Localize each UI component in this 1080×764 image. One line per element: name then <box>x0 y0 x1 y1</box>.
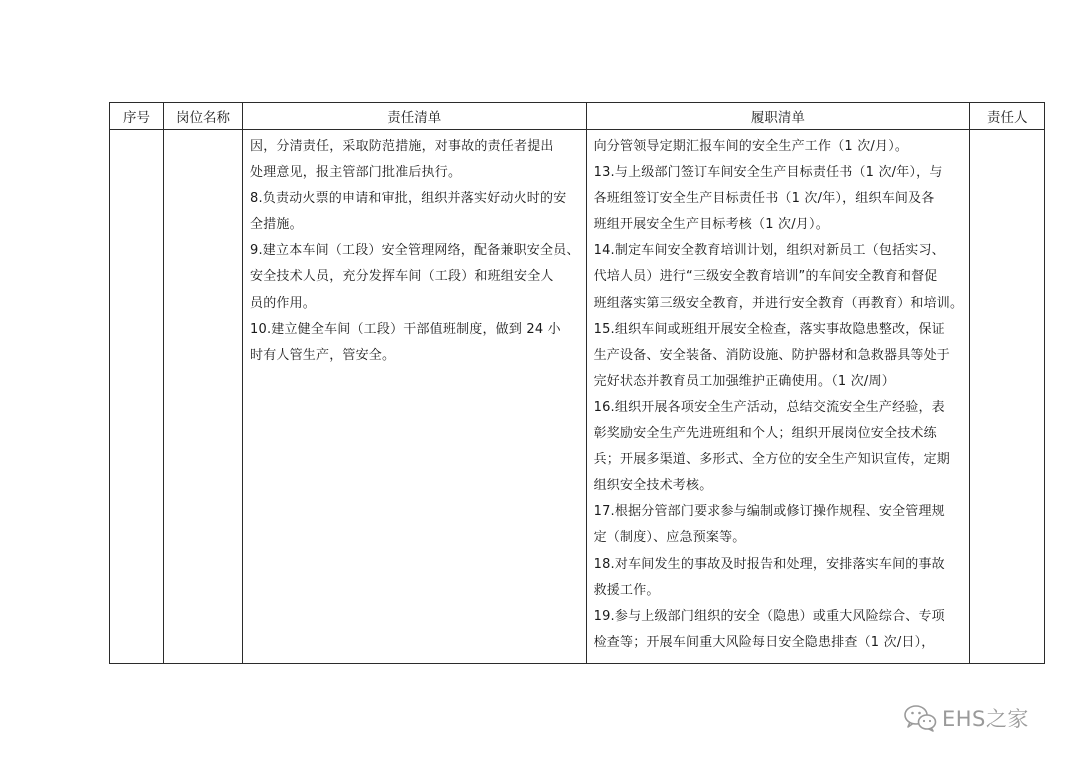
perform-line: 15.组织车间或班组开展安全检查，落实事故隐患整改，保证 <box>593 321 945 337</box>
perform-line: 组织安全技术考核。 <box>593 478 713 494</box>
duty-line: 员的作用。 <box>250 295 317 311</box>
header-seq: 序号 <box>110 103 164 130</box>
header-row <box>110 103 1045 130</box>
perform-line: 18.对车间发生的事故及时报告和处理，安排落实车间的事故 <box>593 556 945 572</box>
watermark <box>902 703 1029 733</box>
perform-line: 救援工作。 <box>593 582 660 598</box>
cell-perform <box>586 130 970 664</box>
cell-seq <box>110 130 164 664</box>
perform-line: 代培人员）进行“三级安全教育培训”的车间安全教育和督促 <box>593 269 938 285</box>
watermark-text: EHS之家 <box>942 707 1029 731</box>
duty-line: 10.建立健全车间（工段）干部值班制度，做到 24 小 <box>250 321 561 337</box>
table-row <box>110 130 1045 664</box>
perform-line: 向分管领导定期汇报车间的安全生产工作（1 次/月）。 <box>593 139 909 154</box>
duty-line: 处理意见，报主管部门批准后执行。 <box>250 165 462 181</box>
perform-line: 14.制定车间安全教育培训计划，组织对新员工（包括实习、 <box>593 243 945 259</box>
perform-line: 彰奖励安全生产先进班组和个人；组织开展岗位安全技术练 <box>593 426 937 442</box>
perform-line: 各班组签订安全生产目标责任书（1 次/年），组织车间及各 <box>593 191 935 207</box>
perform-line: 班组落实第三级安全教育，并进行安全教育（再教育）和培训。 <box>593 295 964 311</box>
perform-line: 13.与上级部门签订车间安全生产目标责任书（1 次/年），与 <box>593 165 943 181</box>
perform-lines <box>587 130 970 656</box>
duty-line: 全措施。 <box>250 217 303 233</box>
header-duty-list: 责任清单 <box>243 103 587 130</box>
duty-line: 因，分清责任，采取防范措施，对事故的责任者提出 <box>250 139 554 154</box>
perform-line: 兵；开展多渠道、多形式、全方位的安全生产知识宣传，定期 <box>593 452 951 468</box>
cell-duty <box>243 130 587 664</box>
perform-line: 检查等；开展车间重大风险每日安全隐患排查（1 次/日）， <box>593 634 935 650</box>
duty-line: 9.建立本车间（工段）安全管理网络，配备兼职安全员、 <box>250 243 580 259</box>
perform-line: 16.组织开展各项安全生产活动，总结交流安全生产经验，表 <box>593 399 945 415</box>
duty-line: 时有人管生产，管安全。 <box>250 347 396 363</box>
wechat-icon <box>902 703 938 733</box>
perform-line: 班组开展安全生产目标考核（1 次/月）。 <box>593 217 829 233</box>
duty-line: 安全技术人员，充分发挥车间（工段）和班组安全人 <box>250 269 554 285</box>
duty-lines <box>243 130 586 369</box>
header-responsible-person: 责任人 <box>970 103 1045 130</box>
perform-line: 生产设备、安全装备、消防设施、防护器材和急救器具等处于 <box>593 347 951 363</box>
perform-line: 完好状态并教育员工加强维护正确使用。（1 次/周） <box>593 373 895 389</box>
cell-post <box>164 130 243 664</box>
responsibility-table <box>109 102 1045 664</box>
cell-responsible-person <box>970 130 1045 664</box>
perform-line: 17.根据分管部门要求参与编制或修订操作规程、安全管理规 <box>593 504 945 520</box>
duty-line: 8.负责动火票的申请和审批，组织并落实好动火时的安 <box>250 191 567 207</box>
perform-line: 19.参与上级部门组织的安全（隐患）或重大风险综合、专项 <box>593 608 945 624</box>
perform-line: 定（制度）、应急预案等。 <box>593 530 746 546</box>
header-perform-list: 履职清单 <box>586 103 970 130</box>
header-post: 岗位名称 <box>164 103 243 130</box>
